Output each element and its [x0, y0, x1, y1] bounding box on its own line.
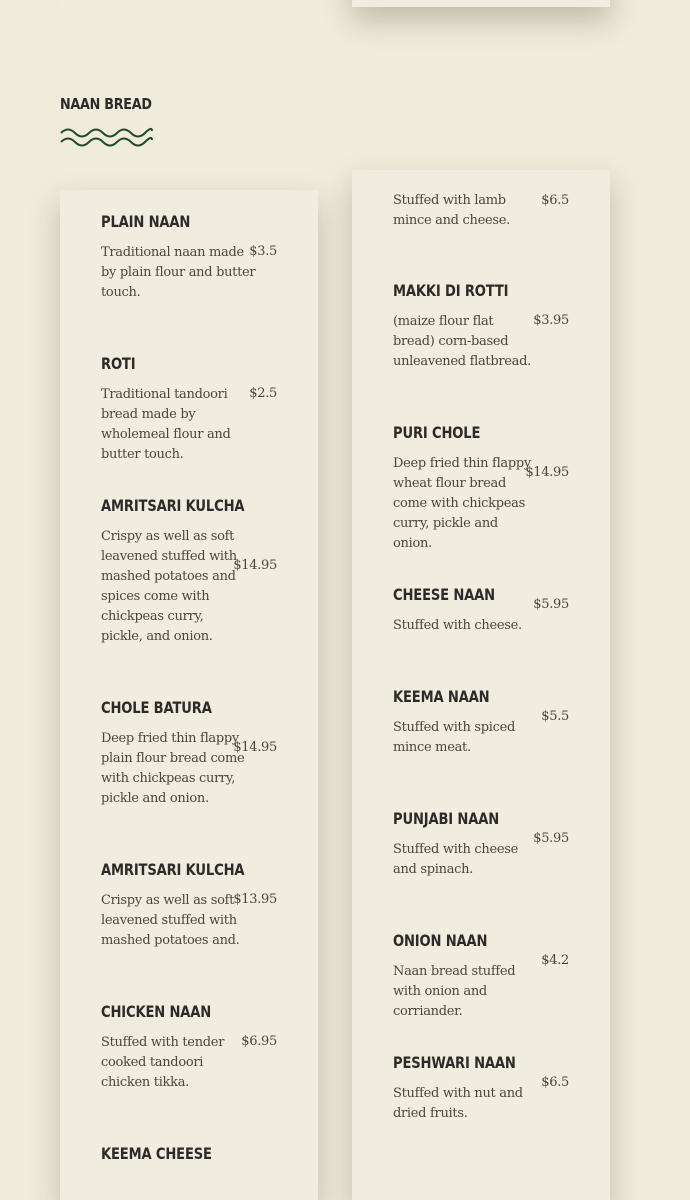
item-name: AMRITSARI KULCHA	[101, 860, 245, 879]
item-price: $5.5	[541, 709, 569, 724]
item-description: Deep fried thin flappy plain flour bread come with chickpeas curry, pickle and onion.	[101, 731, 245, 806]
item-name: KEEMA CHEESE	[101, 1144, 212, 1163]
item-description: Stuffed with cheese and spinach.	[393, 842, 518, 877]
menu-item	[101, 212, 291, 302]
item-price: $4.2	[541, 953, 569, 968]
item-name: KEEMA NAAN	[393, 687, 490, 706]
item-name: MAKKI DI ROTTI	[393, 281, 509, 300]
item-price: $3.5	[249, 244, 277, 259]
item-name: ONION NAAN	[393, 931, 488, 950]
item-description: (maize flour flat bread) corn-based unleavened flatbread.	[393, 314, 531, 369]
item-description: Stuffed with cheese.	[393, 618, 522, 633]
menu-item	[101, 354, 291, 462]
menu-item	[393, 931, 569, 1019]
menu-item	[101, 496, 291, 646]
item-price: $14.95	[233, 740, 277, 755]
menu-item	[393, 687, 569, 757]
menu-card-top-right	[352, 0, 610, 7]
wave-divider-icon	[60, 126, 154, 152]
item-description: Stuffed with spiced mince meat.	[393, 720, 516, 755]
menu-item	[393, 423, 569, 551]
item-name: PURI CHOLE	[393, 423, 481, 442]
item-name: CHOLE BATURA	[101, 698, 212, 717]
item-name: PLAIN NAAN	[101, 212, 191, 231]
menu-card-top-left	[60, 0, 318, 7]
item-description: Crispy as well as soft leavened stuffed with mashed potatoes and.	[101, 893, 240, 948]
item-name: PESHWARI NAAN	[393, 1053, 516, 1072]
menu-item	[393, 809, 569, 879]
item-price: $5.95	[533, 831, 569, 846]
item-description: Deep fried thin flappy wheat flour bread come with chickpeas curry, pickle and onion.	[393, 456, 531, 551]
item-price: $6.95	[241, 1034, 277, 1049]
menu-item	[101, 1144, 291, 1184]
item-price: $13.95	[233, 892, 277, 907]
item-name: CHICKEN NAAN	[101, 1002, 212, 1021]
menu-item	[393, 191, 569, 241]
item-name: ROTI	[101, 354, 136, 373]
item-name: AMRITSARI KULCHA	[101, 496, 245, 515]
item-price: $6.5	[541, 193, 569, 208]
menu-item	[393, 585, 569, 645]
item-description: Stuffed with nut and dried fruits.	[393, 1086, 523, 1121]
menu-card-left	[60, 190, 318, 1200]
item-price: $3.95	[533, 313, 569, 328]
menu-item	[101, 1002, 291, 1092]
item-description: Traditional tandoori bread made by wholemeal flour and butter touch.	[101, 387, 231, 462]
menu-item	[393, 281, 569, 371]
item-price: $5.95	[533, 597, 569, 612]
menu-item	[393, 1053, 569, 1123]
item-price: $14.95	[233, 558, 277, 573]
item-description: Stuffed with tender cooked tandoori chicken tikka.	[101, 1035, 225, 1090]
item-price: $6.5	[541, 1075, 569, 1090]
item-price: $14.95	[525, 465, 569, 480]
item-price: $2.5	[249, 386, 277, 401]
menu-item	[101, 860, 291, 950]
item-description: Crispy as well as soft leavened stuffed with mashed potatoes and spices come with chickpeas curry, pickle, and onion.	[101, 529, 237, 644]
item-description: Naan bread stuffed with onion and corriander.	[393, 964, 516, 1019]
item-description: Traditional naan made by plain flour and butter touch.	[101, 245, 256, 300]
item-name: PUNJABI NAAN	[393, 809, 500, 828]
menu-item	[101, 698, 291, 808]
item-description: Stuffed with lamb mince and cheese.	[393, 193, 510, 228]
section-title: NAAN BREAD	[60, 95, 152, 113]
item-name: CHEESE NAAN	[393, 585, 495, 604]
menu-card-right	[352, 170, 610, 1200]
